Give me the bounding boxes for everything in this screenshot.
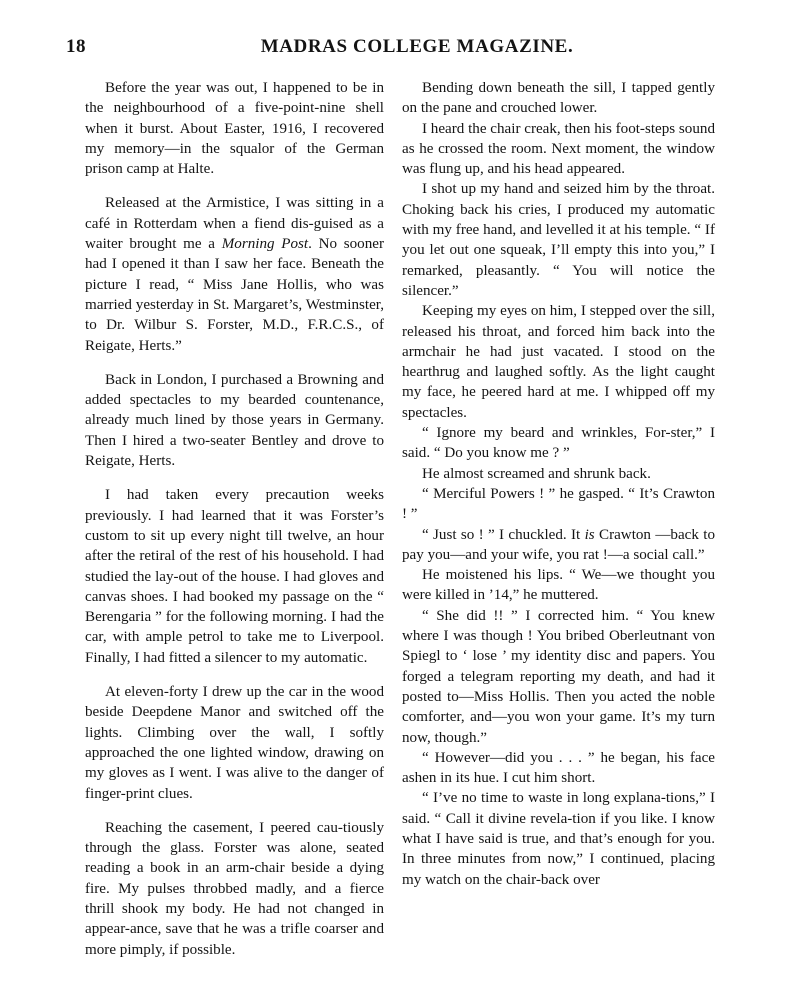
emphasis: is [584, 526, 595, 543]
newspaper-title: Morning Post [221, 236, 309, 253]
paragraph: Reaching the casement, I peered cau-tiously through the glass. Forster was alone, seated reading a book in an arm-chair beside a dying fire. My pulses throbbed madly, and a fierce thrill shook my body. He had not changed in appear-ance, save that he was a trifle coarser and more pimply, if possible. [85, 819, 384, 958]
paragraph: I had taken every precaution weeks previously. I had learned that it was Forster’s custom to sit up every night till twelve, an hour after the retiral of the rest of his household. I had studied the lay-out of the house. I had gloves and canvas shoes. I had booked my passage on the “ Berengaria ” for the following morning. I had the car, with ample petrol to take me to Liverpool. Finally, I had fitted a silencer to my automatic. [85, 487, 384, 666]
paragraph: “ However—did you . . . ” he began, his face ashen in its hue. I cut him short. [402, 749, 715, 787]
paragraph: “ Just so ! ” I chuckled. It is Crawton —back to pay you—and your wife, you rat !—a social call.” [402, 526, 715, 563]
paragraph: Bending down beneath the sill, I tapped gently on the pane and crouched lower. [402, 80, 715, 117]
paragraph: At eleven-forty I drew up the car in the wood beside Deepdene Manor and switched off the lights. Climbing over the wall, I softly approached the one lighted window, drawing on my gloves as I went. I was alive to the danger of finger-print clues. [85, 684, 384, 802]
paragraph: He moistened his lips. “ We—we thought you were killed in ’14,” he muttered. [402, 567, 715, 604]
left-column [85, 78, 384, 974]
running-head: MADRAS COLLEGE MAGAZINE. [260, 36, 574, 57]
paragraph: “ Ignore my beard and wrinkles, For-ster,” I said. “ Do you know me ? ” [402, 425, 715, 462]
paragraph: He almost screamed and shrunk back. [422, 465, 651, 482]
paragraph: I shot up my hand and seized him by the throat. Choking back his cries, I produced my automatic with my free hand, and levelled it at his temple. “ If you let out one squeak, I’ll empty this into you,” I remarked, pleasantly. “ You will notice the silencer.” [402, 181, 715, 299]
paragraph: “ I’ve no time to waste in long explana-tions,” I said. “ Call it divine revela-tion if you like. I know what I have said is true, and that’s enough for you. In three minutes from now,” I continued, placing my watch on the chair-back over [402, 790, 715, 888]
paragraph: Back in London, I purchased a Browning and added spectacles to my bearded countenance, already much lined by those years in Germany. Then I hired a two-seater Bentley and drove to Reigate, Herts. [85, 371, 384, 470]
paragraph: Before the year was out, I happened to be in the neighbourhood of a five-point-nine shell when it burst. About Easter, 1916, I recovered my memory—in the squalor of the German prison camp at Halte. [85, 80, 384, 178]
paragraph: “ Merciful Powers ! ” he gasped. “ It’s Crawton ! ” [402, 485, 715, 523]
page-number: 18 [66, 36, 86, 57]
paragraph: Released at the Armistice, I was sitting in a café in Rotterdam when a fiend dis-guised as a waiter brought me a Morning Post. No sooner had I opened it than I saw her face. Beneath the picture I read, “ Miss Jane Hollis, who was married yesterday in St. Margaret’s, Westminster, to Dr. Wilbur S. Forster, M.D., F.R.C.S., of Reigate, Herts.” [85, 195, 384, 354]
paragraph: I heard the chair creak, then his foot-steps sound as he crossed the room. Next moment, the window was flung up, and his head appeared. [402, 120, 715, 178]
paragraph: Keeping my eyes on him, I stepped over the sill, released his throat, and forced him back into the armchair he had just vacated. I stood on the hearthrug and laughed softly. As the light caught my face, he peered hard at me. I whipped off my spectacles. [402, 303, 715, 421]
right-column [402, 78, 715, 890]
paragraph: “ She did !! ” I corrected him. “ You knew where I was though ! You bribed Oberleutnant von Spiegl to ‘ lose ’ my identity disc and papers. You forged a telegram reporting my death, and had it posted to—Miss Hollis. Then you acted the noble comforter, and—you won your game. It’s my turn now, though.” [402, 607, 715, 746]
